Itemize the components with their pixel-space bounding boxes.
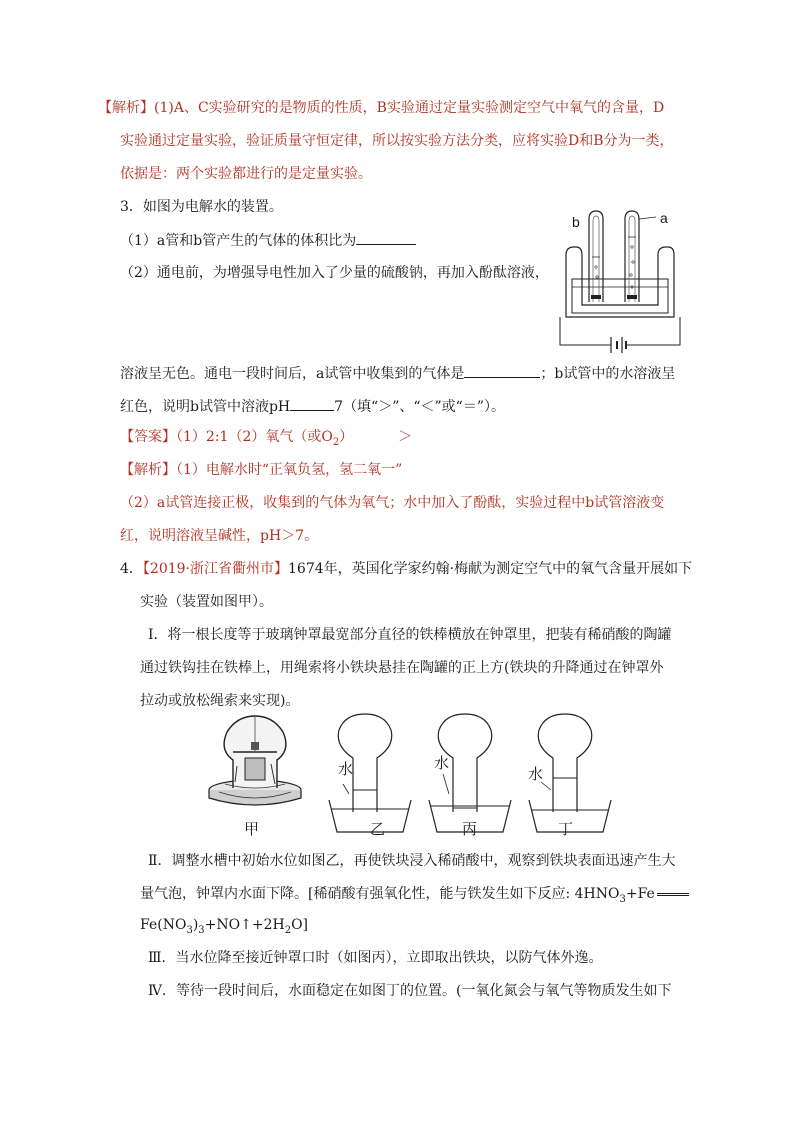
answer-tag: 【答案】 (120, 429, 176, 445)
formula-part-c: +NO↑+2H (204, 917, 285, 933)
q4-step1-line3: 拉动或放松绳索来实现)。 (140, 693, 300, 709)
q4-text: 1674年，英国化学家约翰·梅献为测定空气中的氧气含量开展如下 (288, 561, 693, 577)
q4-step2-line3 (140, 915, 308, 941)
q4-number: 4． (120, 561, 143, 577)
q4-step2-sub: 3 (619, 893, 626, 905)
reaction-equals-sign (657, 893, 689, 896)
q4-step1-line1: Ⅰ．将一根长度等于玻璃钟罩最宽部分直径的铁棒横放在钟罩里，把装有稀硝酸的陶罐 (148, 627, 672, 643)
q3-part3-text-b: ；b试管中的水溶液呈 (540, 366, 676, 382)
formula-part-b: ) (192, 917, 199, 933)
figure-jia-apparatus (205, 712, 305, 812)
q4-step1-line2: 通过铁钩挂在铁棒上，用绳索将小铁块悬挂在陶罐的正上方(铁块的升降通过在钟罩外 (140, 660, 664, 676)
q3-part1 (120, 230, 416, 251)
q3-part4-text-a: 红色，说明b试管中溶液pH (120, 399, 291, 415)
analysis1-text: (1)A、C实验研究的是物质的性质，B实验通过定量实验测定空气中氧气的含量，D (154, 100, 665, 116)
figure-label-ding: 丁 (558, 820, 574, 838)
analysis3-line1 (120, 460, 402, 480)
q3-blank-3[interactable] (290, 396, 334, 411)
water-label-yi: 水 (338, 760, 354, 778)
q3-part2: （2）通电前，为增强导电性加入了少量的硫酸钠，再加入酚酞溶液， (120, 265, 549, 281)
formula-part-a: Fe(NO (140, 917, 187, 933)
analysis3-text: （1）电解水时“正氧负氢，氢二氧一” (176, 462, 403, 478)
answer3-text: （1）2:1（2）氧气（或O (176, 429, 333, 445)
q4-step3: Ⅲ．当水位降至接近钟罩口时（如图丙），立即取出铁块，以防气体外逸。 (148, 950, 603, 966)
analysis-tag: 【解析】 (98, 100, 154, 116)
answer3-line (120, 427, 353, 453)
analysis1-line2: 实验通过定量实验，验证质量守恒定律，所以按实验方法分类，应将实验D和B分为一类， (120, 133, 674, 149)
q3-part3 (120, 363, 675, 384)
q4-step2-text: 量气泡，钟罩内水面下降。[稀硝酸有强氧化性，能与铁发生如下反应: 4HNO (140, 886, 620, 902)
figure-bing-bell-jar (429, 714, 511, 832)
figure-label-yi: 乙 (370, 820, 386, 838)
formula-sub-1: 3 (186, 924, 193, 936)
analysis3-line3: 红，说明溶液呈碱性，pH＞7。 (120, 528, 319, 544)
q4-line1 (120, 559, 692, 579)
q3-part4 (120, 396, 505, 417)
analysis-tag: 【解析】 (120, 462, 176, 478)
q3-blank-1[interactable] (356, 230, 416, 245)
formula-sub-2: 3 (198, 924, 205, 936)
water-label-ding: 水 (528, 765, 544, 783)
tube-b-label: b (572, 214, 580, 230)
formula-part-d: O] (291, 917, 309, 933)
water-label-bing: 水 (434, 754, 450, 772)
q4-source: 【2019·浙江省衢州市】 (142, 561, 289, 577)
answer3-close: ） (339, 429, 354, 445)
analysis1-line3: 依据是：两个实验都进行的是定量实验。 (120, 166, 372, 182)
q4-step2-line1: Ⅱ．调整水槽中初始水位如图乙，再使铁块浸入稀硝酸中，观察到铁块表面迅速产生大 (148, 853, 676, 869)
formula-sub-3: 2 (284, 924, 292, 936)
q3-stem: 3．如图为电解水的装置。 (120, 199, 283, 215)
q3-part3-text-a: 溶液呈无色。通电一段时间后，a试管中收集到的气体是 (120, 366, 465, 382)
q3-part1-text: （1）a管和b管产生的气体的体积比为 (120, 233, 357, 249)
tube-a-label: a (660, 210, 668, 226)
analysis3-line2: （2）a试管连接正极，收集到的气体为氧气；水中加入了酚酞，实验过程中b试管溶液变 (120, 495, 665, 511)
q4-step4: Ⅳ．等待一段时间后，水面稳定在如图丁的位置。(一氧化氮会与氧气等物质发生如下 (148, 983, 672, 999)
q4-step2-fe: +Fe (625, 886, 655, 902)
answer3-sub: 2 (332, 436, 340, 448)
q4-step2-line2 (140, 884, 689, 910)
figure-label-bing: 丙 (462, 820, 478, 838)
figure-label-jia: 甲 (244, 820, 260, 838)
q3-part4-text-b: 7（填“＞”、“＜”或“＝”）。 (334, 399, 505, 415)
q4-line2: 实验（装置如图甲）。 (140, 594, 273, 610)
answer3-gt: ＞ (398, 429, 412, 445)
q3-blank-2[interactable] (464, 363, 540, 378)
analysis1-line1 (98, 98, 664, 118)
